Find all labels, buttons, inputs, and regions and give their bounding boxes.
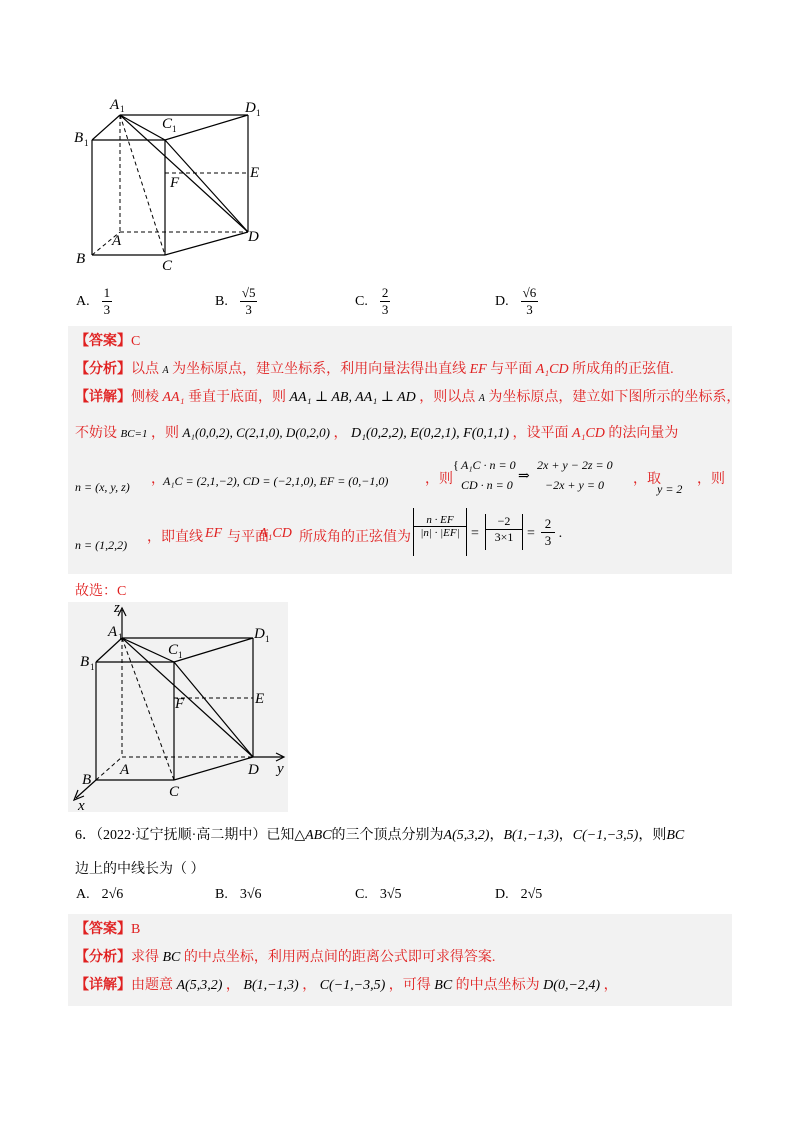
label-B: B <box>82 772 92 788</box>
label-sub: 1 <box>178 650 183 660</box>
answer-line-6: 【答案】B <box>75 922 141 937</box>
choice-6-d: D. 2√5 <box>495 887 543 902</box>
label-A: A <box>112 233 122 249</box>
choice-6-a: A. 2√6 <box>76 887 124 902</box>
detail-line-2: 不妨设 BC=1 ，则 A₁(0,0,2), C(2,1,0), D(0,2,0) ， D₁(0,2,2), E(0,2,1), F(0,1,1) ，设平面 A₁CD 的法向量为 <box>75 425 679 441</box>
question-6-line-2: 边上的中线长为（ ） <box>75 862 205 877</box>
choice-d <box>495 285 538 318</box>
choice-letter: A. <box>76 293 90 309</box>
label-E: E <box>250 165 260 181</box>
prism-diagram-2 <box>68 602 288 812</box>
choice-c <box>355 285 390 318</box>
label-B: B <box>76 251 86 267</box>
detail-line-6: 【详解】由题意 A(5,3,2) ， B(1,−1,3) ， C(−1,−3,5) ，可得 BC 的中点坐标为 D(0,−2,4) ， <box>75 978 618 993</box>
label-D1: D <box>254 626 265 642</box>
label-D: D <box>248 762 259 778</box>
label-sub: 1 <box>265 634 270 644</box>
final-choice: 故选：C <box>75 584 127 599</box>
question-6-line-1: 6．（2022·辽宁抚顺·高二期中）已知△ABC的三个顶点分别为A(5,3,2)，B(1,−1,3)，C(−1,−3,5)，则BC <box>75 828 685 843</box>
choice-letter: C. <box>355 293 368 309</box>
choice-fraction: $\frac{√5}{3}$ <box>241 285 256 317</box>
label-B1: B <box>74 130 84 146</box>
choice-letter: B. <box>215 293 228 309</box>
label-sub: 1 <box>90 662 95 672</box>
choice-fraction: $\frac{√6}{3}$ <box>522 285 537 317</box>
label-C1: C <box>168 642 179 658</box>
axis-y: y <box>277 761 284 777</box>
choice-fraction: $\frac{1}{3}$ <box>103 285 111 317</box>
prism-figure-1 <box>70 95 270 275</box>
choice-fraction: $\frac{2}{3}$ <box>381 285 389 317</box>
answer-line: 【答案】C <box>75 334 141 349</box>
prism-diagram-1 <box>70 95 270 275</box>
solution-block-6 <box>68 914 732 1006</box>
label-sub: 1 <box>256 108 261 118</box>
label-E: E <box>255 691 265 707</box>
choice-6-c: C. 3√5 <box>355 887 402 902</box>
label-C1: C <box>162 116 173 132</box>
label-D: D <box>248 229 259 245</box>
label-C: C <box>169 784 180 800</box>
label-sub: 1 <box>84 138 89 148</box>
solution-block-1: 【答案】C 【分析】以点 A 为坐标原点，建立坐标系，利用向量法得出直线 EF 与平面 A₁CD 所成角的正弦值. 【详解】侧棱 AA₁ 垂直于底面，则 AA₁ ⊥ AB, AA₁ ⊥ AD ，则以点 A 为坐标原点，建立如下图所示的坐标系， 不妨设 BC=1 ，则 A₁(0,0,2), C(2,1,0), D(0,2,0) ， D₁(0,2,2), E(0,2,1), F(0,1,1) ，设平面 A₁CD 的法向量为 n = (x, y, z) ， A₁C = (2,1,−2), CD = (−2,1,0), EF = (0,−1,0) ，则 { A₁C · n = 0 CD · n = 0 ⇒ 2x + y − 2z = 0 −2x + y = 0 ，取 y = 2 ，则 n = (1,2,2) ，即直线 EF 与平面 A₁CD 所成角的正弦值为 n · EF |n| · |EF| = −2 3×1 = 2 3 . <box>68 326 732 574</box>
analysis-line: 【分析】以点 A 为坐标原点，建立坐标系，利用向量法得出直线 EF 与平面 A₁CD 所成角的正弦值. <box>75 362 674 377</box>
label-D1: D <box>245 100 256 116</box>
prism-figure-2 <box>68 602 288 812</box>
choice-a <box>76 285 112 318</box>
choice-6-b: B. 3√6 <box>215 887 262 902</box>
label-A1: A <box>108 624 118 640</box>
label-B1: B <box>80 654 90 670</box>
detail-line-1: 【详解】侧棱 AA₁ 垂直于底面，则 AA₁ ⊥ AB, AA₁ ⊥ AD ，则以点 A 为坐标原点，建立如下图所示的坐标系， <box>75 390 741 405</box>
label-A1: A <box>110 97 120 113</box>
axis-x: x <box>78 798 85 812</box>
axis-z: z <box>114 602 120 616</box>
label-A: A <box>120 762 130 778</box>
label-sub: 1 <box>120 104 125 114</box>
label-F: F <box>175 696 185 712</box>
label-sub: 1 <box>172 124 177 134</box>
label-C: C <box>162 258 173 274</box>
label-sub: 1 <box>118 632 123 642</box>
choice-letter: D. <box>495 293 509 309</box>
label-F: F <box>170 175 180 191</box>
choice-b <box>215 285 257 318</box>
analysis-line-6: 【分析】求得 BC 的中点坐标，利用两点间的距离公式即可求得答案. <box>75 950 496 965</box>
